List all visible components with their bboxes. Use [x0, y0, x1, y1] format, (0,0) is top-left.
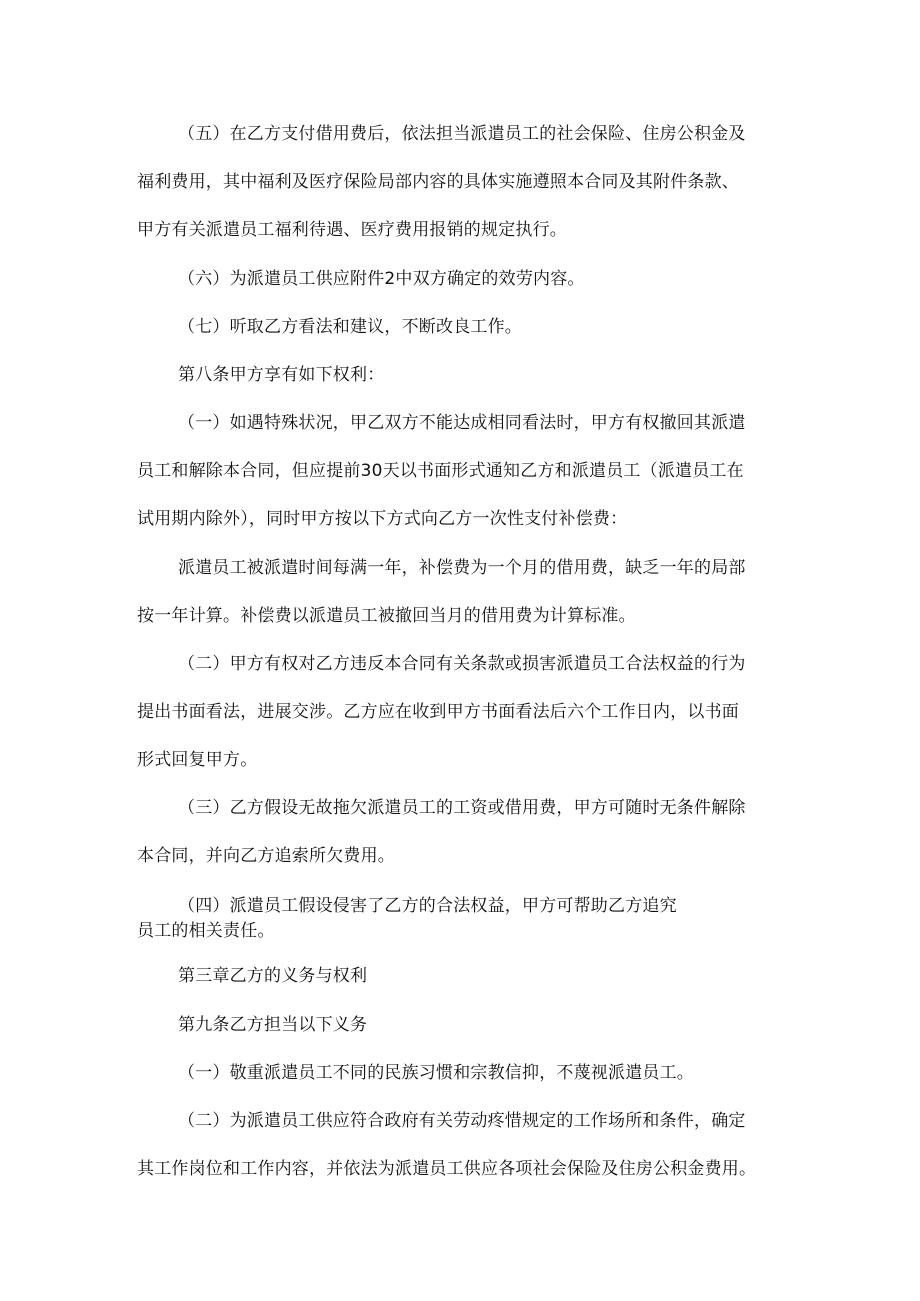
article-8-item-2-line-2: 提出书面看法，进展交涉。乙方应在收到甲方书面看法后六个工作日内，以书面	[137, 702, 739, 722]
article-8-item-1-line-1: （一）如遇特殊状况，甲乙双方不能达成相同看法时，甲方有权撤回其派遣	[178, 413, 746, 433]
article-8-item-4-line-1: （四）派遣员工假设侵害了乙方的合法权益，甲方可帮助乙方追究	[178, 896, 677, 916]
compensation-line-2: 按一年计算。补偿费以派遣员工被撤回当月的借用费为计算标准。	[137, 606, 636, 626]
article-9-item-2-line-1: （二）为派遣员工供应符合政府有关劳动疼惜规定的工作场所和条件，确定	[178, 1111, 746, 1131]
paragraph-5-line-3: 甲方有关派遣员工福利待遇、医疗费用报销的规定执行。	[137, 220, 567, 240]
paragraph-6: （六）为派遣员工供应附件2中双方确定的效劳内容。	[178, 269, 585, 289]
article-9-item-1: （一）敬重派遣员工不同的民族习惯和宗教信抑，不蔑视派遣员工。	[178, 1063, 694, 1083]
compensation-line-1: 派遣员工被派遣时间每满一年，补偿费为一个月的借用费，缺乏一年的局部	[178, 558, 746, 578]
article-8-item-3-line-1: （三）乙方假设无故拖欠派遣员工的工资或借用费，甲方可随时无条件解除	[178, 798, 746, 818]
article-8-item-2-line-3: 形式回复甲方。	[137, 750, 258, 770]
article-8-item-3-line-2: 本合同，并向乙方追索所欠费用。	[137, 846, 395, 866]
paragraph-5-line-1: （五）在乙方支付借用费后，依法担当派遣员工的社会保险、住房公积金及	[178, 124, 746, 144]
paragraph-7: （七）听取乙方看法和建议，不断改良工作。	[178, 317, 522, 337]
article-8-item-2-line-1: （二）甲方有权对乙方违反本合同有关条款或损害派遣员工合法权益的行为	[178, 654, 746, 674]
chapter-3-heading: 第三章乙方的义务与权利	[178, 966, 368, 986]
article-8-item-4-line-2: 员工的相关责任。	[137, 921, 275, 941]
article-8-item-1-line-3: 试用期内除外），同时甲方按以下方式向乙方一次性支付补偿费：	[137, 509, 628, 529]
article-9-item-2-line-2: 其工作岗位和工作内容，并依法为派遣员工供应各项社会保险及住房公积金费用。	[137, 1159, 757, 1179]
paragraph-5-line-2: 福利费用，其中福利及医疗保险局部内容的具体实施遵照本合同及其附件条款、	[137, 172, 739, 192]
article-8-item-1-line-2: 员工和解除本合同，但应提前30天以书面形式通知乙方和派遣员工（派遣员工在	[137, 461, 744, 481]
article-9-heading: 第九条乙方担当以下义务	[178, 1015, 368, 1035]
article-8-heading: 第八条甲方享有如下权利：	[178, 365, 385, 385]
